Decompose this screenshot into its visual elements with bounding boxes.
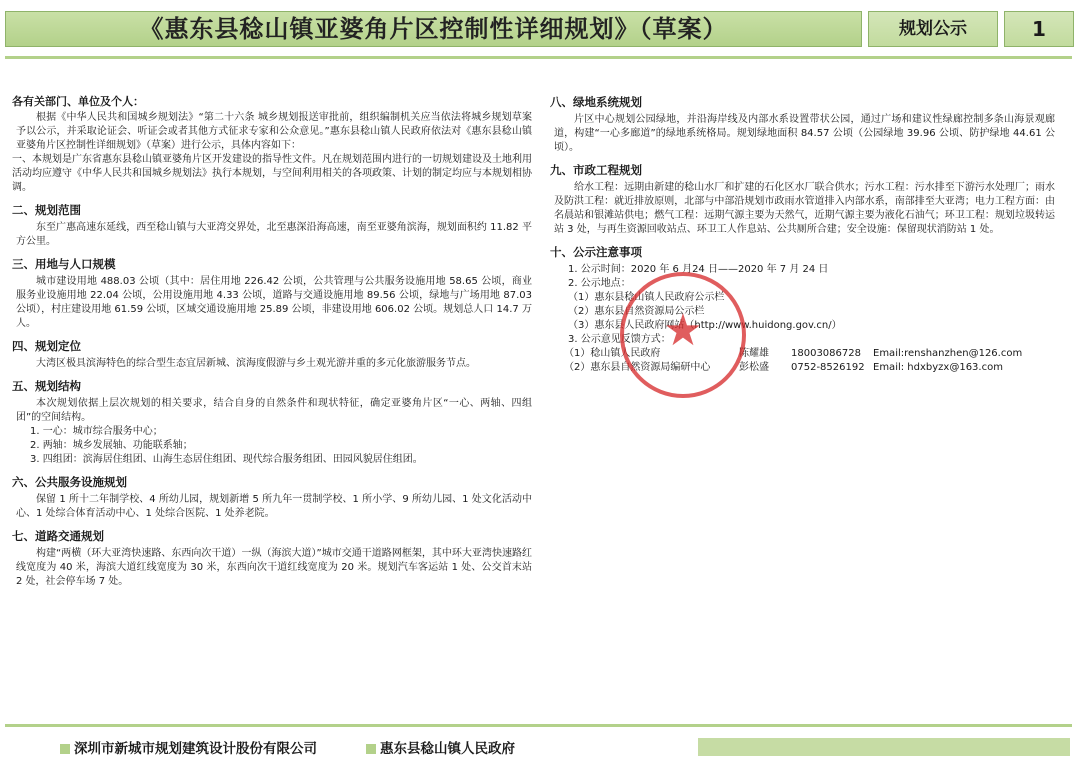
section-9-text: 给水工程：远期由新建的稔山水厂和扩建的石化区水厂联合供水；污水工程：污水排至下游污水处理厂；雨水及防洪工程：就近排放原则，北部与中部沿规划市政雨水管道排入内部水系，南部排至大亚湾；电力工程方面：由名晨站和银滩站供电；燃气工程：远期气源主要为天然气，近期气源主要为液化石油气；环卫工程：规划垃圾转运站 3 处，与再生资源回收站点、环卫工人作息站、公共厕所合建；安全设施：保留现状消防站 1 处。 bbox=[554, 182, 1055, 235]
section-8-title: 八、绿地系统规划 bbox=[550, 95, 642, 109]
section-4-text: 大湾区极具滨海特色的综合型生态宜居新城、滨海度假游与乡土观光游并重的多元化旅游服务节点。 bbox=[36, 358, 476, 369]
section-10-title: 十、公示注意事项 bbox=[550, 245, 642, 259]
list-item: 2. 两轴：城乡发展轴、功能联系轴； bbox=[30, 440, 193, 451]
section-6-title: 六、公共服务设施规划 bbox=[12, 475, 127, 489]
header bbox=[0, 0, 1080, 50]
list-item: 3. 四组团：滨海居住组团、山海生态居住组团、现代综合服务组团、田园风貌居住组团。 bbox=[30, 454, 423, 465]
title-bar bbox=[5, 11, 862, 47]
square-icon bbox=[60, 744, 70, 754]
page-number: 1 bbox=[1004, 11, 1074, 47]
section-4-title: 四、规划定位 bbox=[12, 339, 81, 353]
contact-name: 陈耀雄 bbox=[739, 348, 769, 359]
contact-phone: 18003086728 bbox=[791, 348, 861, 359]
notice-time: 1. 公示时间：2020 年 6 月24 日——2020 年 7 月 24 日 bbox=[568, 264, 829, 275]
section-7-text: 构建“两横（环大亚湾快速路、东西向次干道）一纵（海滨大道）”城市交通干道路网框架，其中环大亚湾快速路红线宽度为 40 米，海滨大道红线宽度为 30 米，东西向次干道红线宽度为 20 米。规划汽车客运站 1 处、公交首末站 2 处，社会停车场 7 处。 bbox=[16, 548, 532, 587]
contact-org: （1）稔山镇人民政府 bbox=[564, 348, 661, 359]
greeting: 各有关部门、单位及个人： bbox=[12, 95, 144, 108]
intro-paragraph: 根据《中华人民共和国城乡规划法》“第二十六条 城乡规划报送审批前，组织编制机关应当依法将城乡规划草案予以公示，并采取论证会、听证会或者其他方式征求专家和公众意见。”惠东县稔山镇人民政府依法对《惠东县稔山镇亚婆角片区控制性详细规划》（草案）进行公示，具体内容如下： bbox=[16, 112, 532, 151]
section-6-text: 保留 1 所十二年制学校、4 所幼儿园，规划新增 5 所九年一贯制学校、1 所小学、9 所幼儿园、1 处文化活动中心、1 处综合体育活动中心、1 处综合医院、1 处养老院。 bbox=[16, 494, 532, 519]
square-icon bbox=[366, 744, 376, 754]
contact-email: Email: hdxbyzx@163.com bbox=[873, 362, 1003, 373]
section-7-title: 七、道路交通规划 bbox=[12, 529, 104, 543]
contact-phone: 0752-8526192 bbox=[791, 362, 865, 373]
footer bbox=[0, 730, 1080, 763]
section-3-text: 城市建设用地 488.03 公顷（其中：居住用地 226.42 公顷，公共管理与公共服务设施用地 58.65 公顷，商业服务业设施用地 22.04 公顷，公用设施用地 4.33 公顷，道路与交通设施用地 89.56 公顷，绿地与广场用地 87.03 公顷），村庄建设用地 61.59 公顷，区域交通设施用地 25.89 公顷，非建设用地 606.02 公顷。规划总人口 14.7 万人。 bbox=[16, 276, 532, 329]
footer-government-text: 惠东县稔山镇人民政府 bbox=[380, 741, 515, 757]
seal-star-icon: ★ bbox=[663, 305, 703, 356]
notice-contact-label: 3. 公示意见反馈方式： bbox=[568, 334, 671, 345]
footer-rule bbox=[5, 724, 1072, 727]
list-item: 1. 一心：城市综合服务中心； bbox=[30, 426, 163, 437]
left-column bbox=[12, 95, 532, 589]
footer-accent-bar bbox=[698, 738, 1070, 756]
section-2-text: 东至广惠高速东延线，西至稔山镇与大亚湾交界处，北至惠深沿海高速，南至亚婆角滨海，规划面积约 11.82 平方公里。 bbox=[16, 222, 532, 247]
structure-list bbox=[12, 425, 532, 467]
contact-org: （2）惠东县自然资源局编研中心 bbox=[564, 362, 711, 373]
contact-name: 彭松盛 bbox=[739, 362, 769, 373]
document-title: 《惠东县稔山镇亚婆角片区控制性详细规划》（草案） bbox=[139, 15, 728, 43]
footer-designer-text: 深圳市新城市规划建筑设计股份有限公司 bbox=[74, 741, 317, 757]
notice-place-item: （1）惠东县稔山镇人民政府公示栏 bbox=[568, 292, 725, 303]
section-5-text: 本次规划依据上层次规划的相关要求，结合自身的自然条件和现状特征，确定亚婆角片区“一心、两轴、四组团”的空间结构。 bbox=[16, 398, 532, 423]
section-3-title: 三、用地与人口规模 bbox=[12, 257, 116, 271]
header-rule bbox=[5, 56, 1072, 59]
section-8-text: 片区中心规划公园绿地，并沿海岸线及内部水系设置带状公园，通过广场和建议性绿廊控制多条山海景观廊道，构建“一心多廊道”的绿地系统格局。规划绿地面积 84.57 公顷（公园绿地 39.96 公顷、防护绿地 44.61 公顷）。 bbox=[554, 114, 1055, 153]
notice-place-label: 2. 公示地点： bbox=[568, 278, 631, 289]
footer-designer bbox=[60, 737, 317, 757]
notice-place-item: （3）惠东县人民政府网站（http://www.huidong.gov.cn/） bbox=[568, 320, 842, 331]
section-5-title: 五、规划结构 bbox=[12, 379, 81, 393]
official-seal bbox=[620, 272, 746, 398]
contact-email: Email:renshanzhen@126.com bbox=[873, 348, 1023, 359]
footer-government bbox=[366, 737, 515, 757]
section-label: 规划公示 bbox=[868, 11, 998, 47]
section-1: 一、本规划是广东省惠东县稔山镇亚婆角片区开发建设的指导性文件。凡在规划范围内进行的一切规划建设及土地利用活动均应遵守《中华人民共和国城乡规划法》执行本规划，与空间利用相关的各项政策、计划的制定均应与本规划相协调。 bbox=[12, 154, 532, 193]
section-2-title: 二、规划范围 bbox=[12, 203, 81, 217]
section-9-title: 九、市政工程规划 bbox=[550, 163, 642, 177]
notice-place-item: （2）惠东县自然资源局公示栏 bbox=[568, 306, 705, 317]
